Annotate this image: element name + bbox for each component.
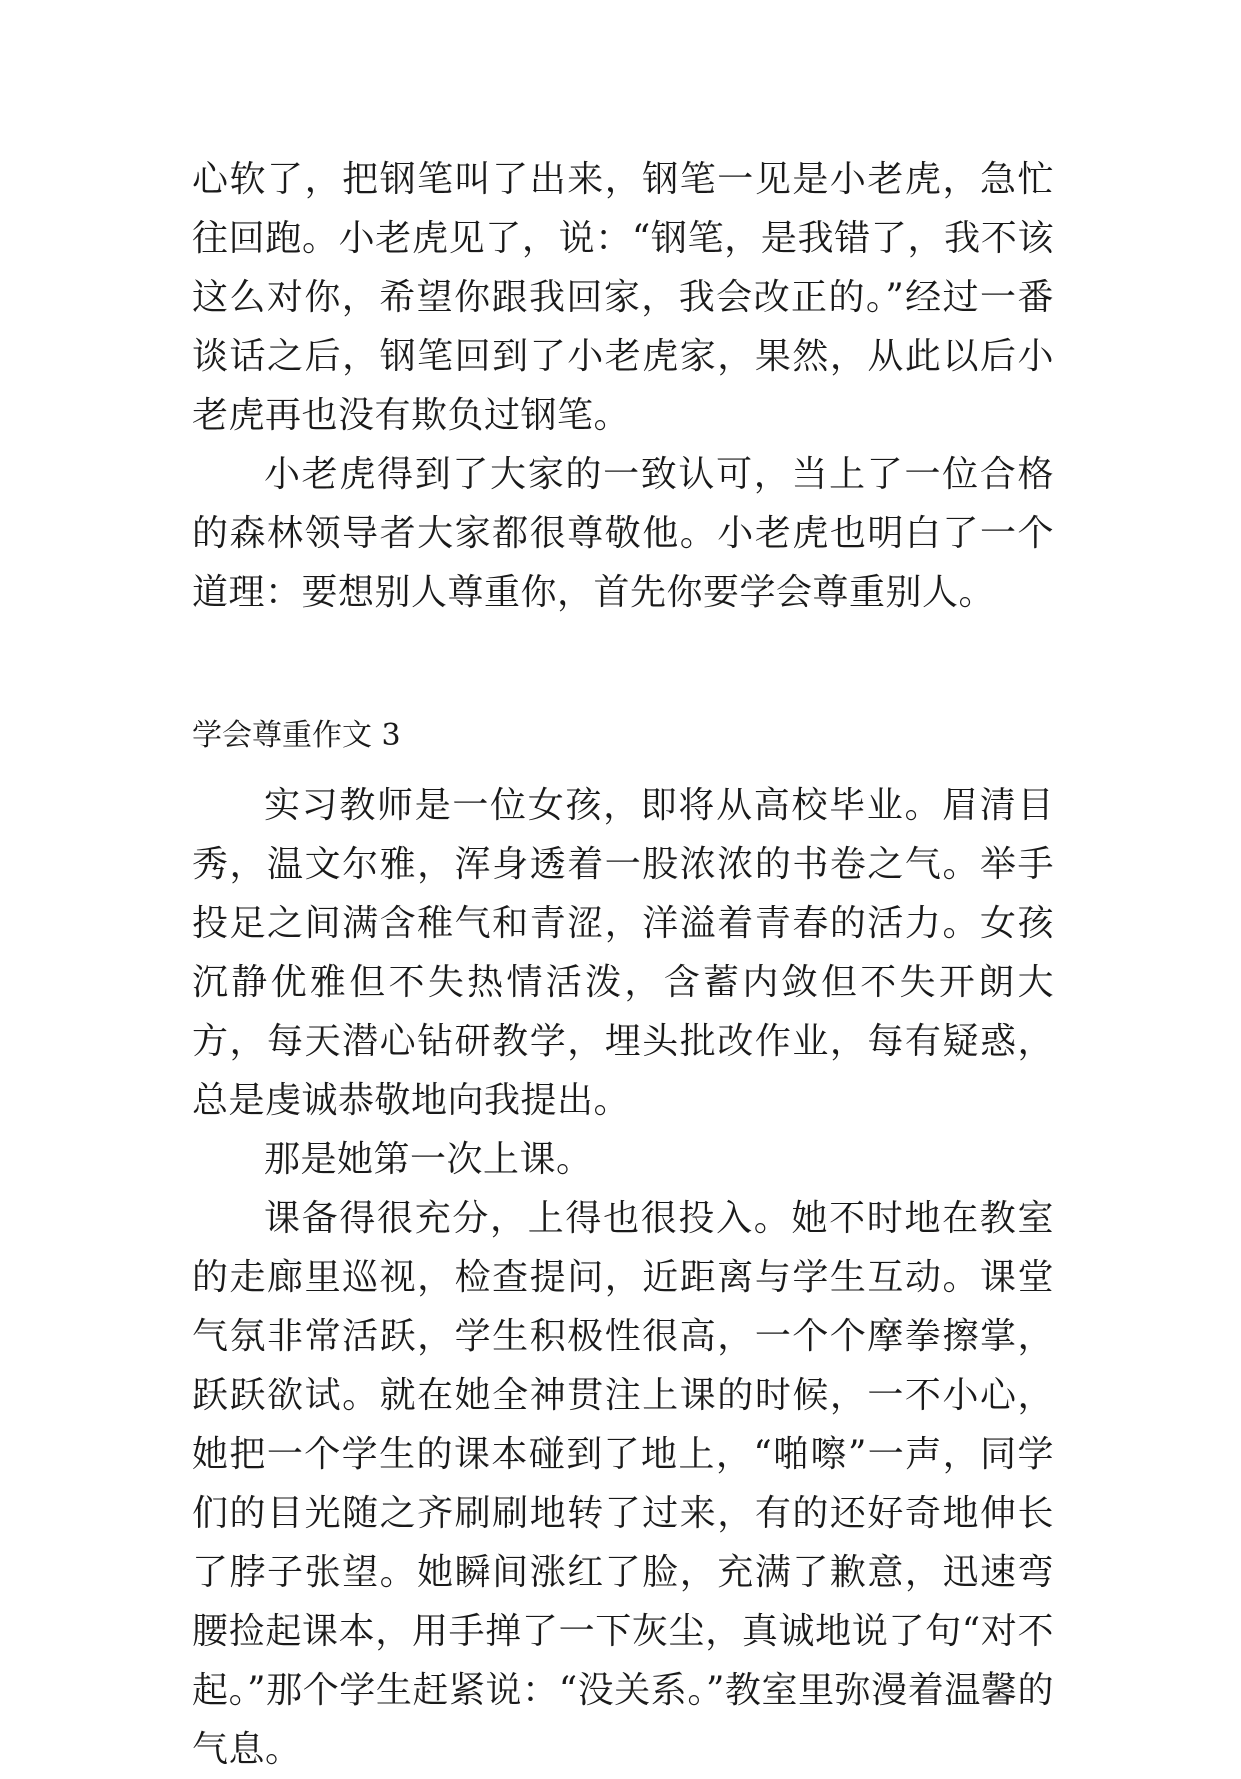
document-page (192, 150, 1054, 1779)
paragraph-1: 心软了，把钢笔叫了出来，钢笔一见是小老虎，急忙往回跑。小老虎见了，说：“钢笔，是我错了，我不该这么对你，希望你跟我回家，我会改正的。”经过一番谈话之后，钢笔回到了小老虎家，果然，从此以后小老虎再也没有欺负过钢笔。 (192, 159, 1054, 436)
section-title: 学会尊重作文 3 (192, 718, 401, 753)
paragraph-5: 课备得很充分，上得也很投入。她不时地在教室的走廊里巡视，检查提问，近距离与学生互动。课堂气氛非常活跃，学生积极性很高，一个个摩拳擦掌，跃跃欲试。就在她全神贯注上课的时候，一不小心，她把一个学生的课本碰到了地上，“啪嚓”一声，同学们的目光随之齐刷刷地转了过来，有的还好奇地伸长了脖子张望。她瞬间涨红了脸，充满了歉意，迅速弯腰捡起课本，用手掸了一下灰尘，真诚地说了句“对不起。”那个学生赶紧说：“没关系。”教室里弥漫着温馨的气息。 (192, 1198, 1054, 1770)
paragraph-4: 那是她第一次上课。 (264, 1139, 593, 1180)
paragraph-3: 实习教师是一位女孩，即将从高校毕业。眉清目秀，温文尔雅，浑身透着一股浓浓的书卷之气。举手投足之间满含稚气和青涩，洋溢着青春的活力。女孩沉静优雅但不失热情活泼，含蓄内敛但不失开朗大方，每天潜心钻研教学，埋头批改作业，每有疑惑，总是虔诚恭敬地向我提出。 (192, 785, 1054, 1121)
paragraph-2: 小老虎得到了大家的一致认可，当上了一位合格的森林领导者大家都很尊敬他。小老虎也明白了一个道理：要想别人尊重你，首先你要学会尊重别人。 (192, 454, 1054, 613)
